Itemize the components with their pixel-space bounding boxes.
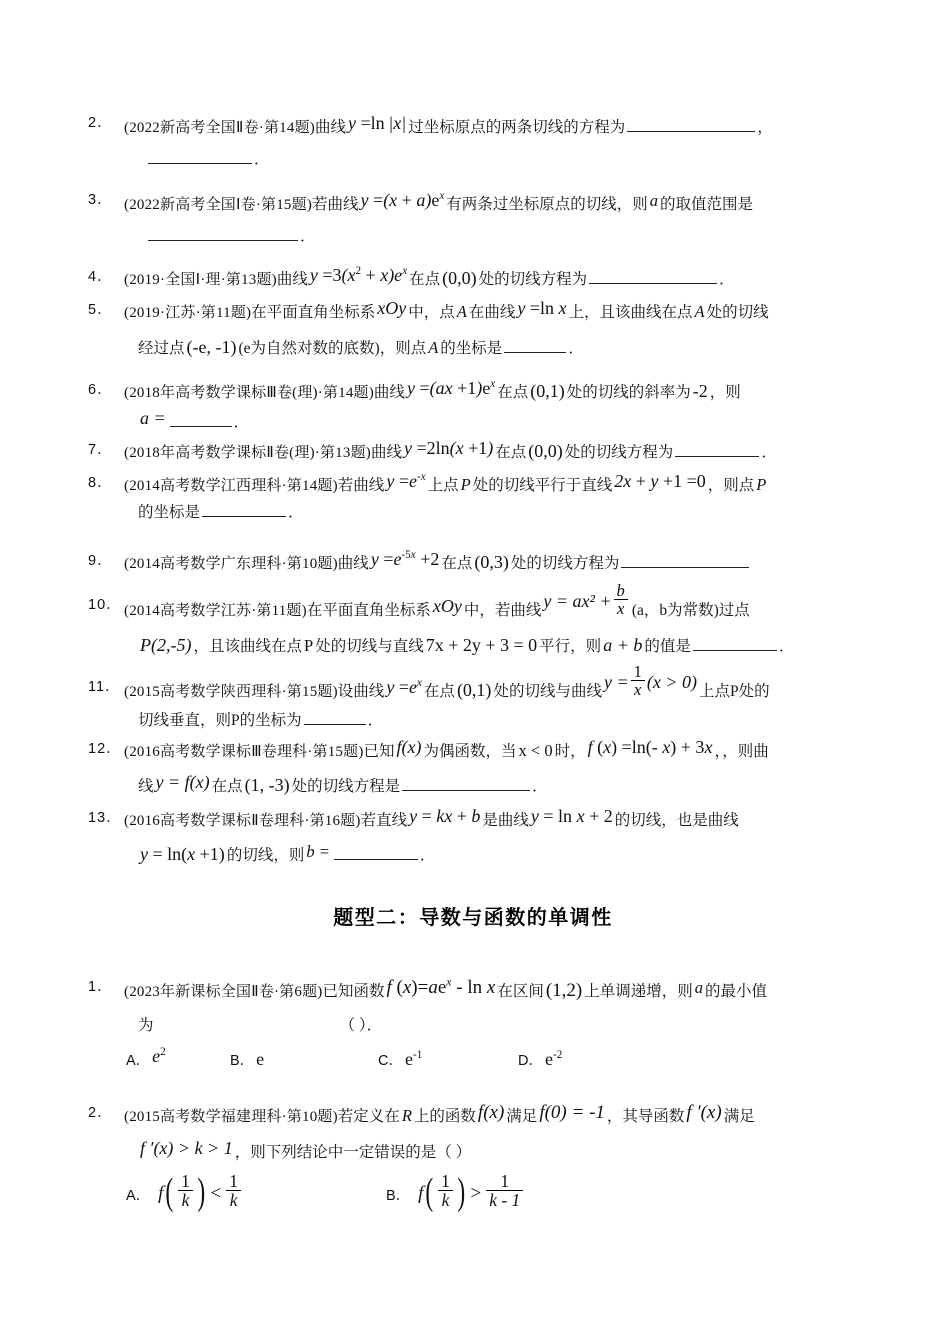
problem-text: 若直线 [360,812,408,830]
problem-text: 已知函数 [322,982,385,1000]
problem-text: ，则下列结论中一定错误的是 [234,1143,437,1161]
right-paren: ) [197,1171,206,1214]
problem-number: 10． [88,596,122,613]
math-variable: A [456,302,467,322]
spacer [88,662,858,672]
math-point: (0,3) [474,552,509,573]
problem-source: (2018年高考数学课标Ⅱ卷(理)·第13题) [124,444,371,461]
problem-text: 处的切线方程为 [510,555,620,573]
problem-line [124,734,858,767]
fraction-denominator: k [178,1190,193,1209]
math-expression: y =ln |x| [348,113,407,133]
problem-text: 处的切线方程是 [291,778,401,796]
math-expression: y = kx + b [409,806,481,827]
answer-blank[interactable] [334,844,418,860]
problem-item [88,108,858,175]
problem-line [124,1010,858,1043]
choice-b[interactable] [386,1171,527,1214]
problem-source: (2016高考数学课标Ⅱ卷理科·第16题) [124,813,361,830]
answer-blank[interactable] [693,635,777,651]
problem-text: 若曲线 [312,196,359,213]
math-value: -2 [692,380,708,401]
problem-line [124,546,858,579]
problem-line [124,972,858,1010]
problem-line [124,329,858,365]
problem-text: 处的切线的斜率为 [566,383,691,401]
problem-line [124,1098,858,1133]
problem-text: 在点 [211,778,243,796]
problem-text: 满足 [506,1107,538,1125]
choice-b[interactable] [230,1042,378,1077]
math-point: (0,1) [456,679,492,700]
fraction-denominator: k - 1 [486,1190,523,1209]
choice-value: $e^2$ [152,1046,166,1067]
math-point: (1, -3) [244,775,290,796]
fraction-numerator: 1 [500,1171,510,1192]
problem-text: 在点 [409,271,441,288]
problem-text: 的值是 [644,638,691,656]
problem-line [124,295,858,328]
spacer [88,1078,858,1098]
problem-line [124,185,858,221]
problem-number: 11． [88,678,121,695]
choice-label: D． [518,1053,543,1070]
math-expression: 7x + 2y + 3 = 0 [425,635,538,656]
problem-text: 曲线 [370,443,402,461]
right-paren: ) [457,1171,466,1214]
choice-d[interactable] [518,1042,564,1077]
problem-item [88,803,858,870]
answer-blank[interactable] [148,148,252,164]
problem-item [88,375,858,435]
problem-text: ． [288,504,304,522]
problem-text: 若定义在 [337,1107,400,1125]
problem-source: (2014高考数学江苏·第11题) [124,602,307,619]
problem-number: 1． [88,978,113,995]
problem-text: ． [532,778,548,796]
math-expression: a + b [603,635,643,656]
problem-text: 是曲线 [482,812,529,830]
problem-line [124,408,858,435]
problem-text: 处的切线方程为 [564,443,674,461]
math-expression: 2x + y +1 =0 [614,471,706,492]
problem-number: 4． [88,269,113,285]
problem-text: 若曲线 [337,477,385,495]
problem-line [124,501,858,526]
math-point: (0,0) [442,268,477,288]
spacer [88,365,858,375]
problem-text: 的取值范围是 [660,196,754,213]
problem-number: 8． [88,475,113,492]
math-expression: f (x) =ln(- x) + 3x [587,737,713,758]
problem-text: 在平面直角坐标系 [306,601,431,619]
answer-parens: （ ） [436,1143,472,1161]
math-set-symbol: R [401,1105,412,1125]
left-paren: ( [425,1171,434,1214]
math-lhs: y = [603,671,629,692]
math-expression [602,662,699,700]
problem-text: ． [761,443,777,461]
problem-text: 处的切线与直线 [315,638,424,656]
math-condition: x < 0 [518,741,553,761]
problem-line [124,581,858,630]
spacer [88,580,858,590]
problem-text: 上点 [427,477,459,495]
math-point: P(2,-5) [140,635,192,656]
choice-label: B． [386,1188,411,1205]
problem-text: ，且该曲线在点 [193,638,302,656]
problem-line [124,262,858,295]
problem-text: 的坐标是 [138,504,201,522]
problem-text: 设曲线 [337,682,385,700]
choice-value [156,1171,245,1214]
problem-line [124,468,858,501]
math-expression [541,581,631,619]
problem-text: 在曲线 [468,304,516,322]
problem-source: (2023年新课标全国Ⅱ卷·第6题) [124,983,323,1000]
problem-body [124,581,858,662]
fraction-denominator: x [614,599,628,617]
problem-text: 处的切线与曲线 [493,682,602,700]
problem-body [124,734,858,803]
choice-value [416,1171,527,1214]
problem-text: ． [233,413,250,431]
choice-value: e [256,1049,265,1070]
problem-source: (2019·江苏·第11题) [124,305,252,322]
problem-text: 处的切线 [706,304,769,322]
fraction [176,1172,195,1210]
math-expression: y = ln(x +1) [140,843,225,864]
answer-blank[interactable] [675,441,759,457]
fraction-numerator: 1 [441,1171,450,1192]
problem-text: 上点P处的 [699,682,770,700]
math-variable: P [304,636,314,656]
math-expression: y = ln x + 2 [530,806,613,827]
problem-line [124,767,858,803]
problem-body [124,375,858,435]
problem-item [88,295,858,364]
math-coordinate-system: xOy [432,595,462,616]
answer-blank[interactable] [148,225,298,241]
problem-text: 上，且该曲线在点 [568,304,693,322]
problem-text: 为 [138,1016,154,1034]
problem-text: ． [254,151,270,168]
problem-item [88,185,858,252]
problem-number: 9． [88,553,113,570]
fraction [436,1172,455,1210]
math-function: f(x) [396,737,422,758]
math-inequality: f ′(x) > k > 1 [140,1137,233,1158]
problem-text: ，其导函数 [606,1107,685,1125]
choice-c[interactable] [378,1042,518,1077]
problem-text: 曲线 [314,119,346,136]
math-lhs: y = ax² + [543,590,612,611]
problem-text: ． [367,712,384,730]
problem-line [124,221,858,252]
problem-text: 已知 [363,743,395,761]
problem-text: 过坐标原点的两条切线的方程为 [408,119,626,136]
problem-line [124,709,858,734]
math-point: (0,0) [528,440,563,461]
problem-text: 切线垂直，则P的坐标为 [138,712,302,730]
problem-source: (2019·全国Ⅰ·理·第13题) [124,272,277,288]
function-symbol: f [158,1183,164,1205]
relation-symbol: > [470,1183,482,1205]
problem-body [124,803,858,870]
problem-text: ． [778,638,795,656]
fraction [629,663,647,699]
problem-text: ，则点 [707,477,755,495]
problem-body [124,468,858,526]
problem-text: 曲线 [373,383,405,401]
math-variable: a [694,977,703,997]
math-condition: f(0) = -1 [539,1101,605,1123]
math-expression: $y =e^{-x}$ [386,471,426,492]
problem-text: 的坐标是 [440,339,503,357]
problem-line [124,144,858,175]
problem-text: 曲线 [337,555,369,573]
math-function: f(x) [477,1101,505,1123]
problem-line [124,108,858,144]
fraction-numerator: 1 [633,662,642,682]
answer-blank[interactable] [504,337,566,353]
problem-text: 有两条过坐标原点的切线，则 [446,196,648,213]
choice-label: C． [378,1053,403,1070]
fraction-denominator: x [631,680,645,698]
problem-number: 7． [88,441,113,458]
problem-text: ． [419,846,436,864]
problem-number: 12． [88,741,122,758]
problem-body [124,435,858,468]
problem-text: 在点 [441,555,473,573]
math-expression: $y =e^x$ [386,676,422,697]
problem-item [88,662,858,735]
problem-line [124,1133,858,1169]
problem-text: 平行，则 [539,638,602,656]
math-variable: b = [306,841,330,861]
problem-number: 2． [88,115,113,131]
problem-item [88,546,858,579]
math-interval: (1,2) [545,979,583,1001]
problem-text: ， [757,119,773,136]
problem-number: 5． [88,302,113,319]
problem-text: 的最小值 [705,982,768,1000]
problem-text: 线 [138,778,154,796]
choice-label: A． [126,1053,151,1070]
choice-label: A． [126,1188,151,1205]
problem-item [88,468,858,526]
problem-text: 满足 [723,1107,755,1125]
choice-value: $e^{-1}$ [404,1049,423,1070]
math-variable: P [756,475,767,495]
problem-text: 在点 [495,443,527,461]
problem-text: 的切线，也是曲线 [614,812,739,830]
problem-text: ，，则曲 [714,743,769,761]
math-function: y = f(x) [155,772,210,793]
problem-text: 时， [554,743,586,761]
math-expression: y =ln x [517,298,567,319]
problem-body [124,108,858,175]
problem-number: 6． [88,381,113,398]
problem-line [124,629,858,661]
problem-text: 经过点 [138,339,185,357]
answer-parens: （ ）． [339,1016,383,1034]
problem-source: (2022新高考全国Ⅰ卷·第15题) [124,197,313,213]
problem-text: (e为自然对数的底数)，则点 [238,339,427,357]
problem-text: ． [719,271,735,288]
math-variable: A [428,337,439,357]
choice-list [124,1042,858,1077]
problem-source: (2022新高考全国Ⅱ卷·第14题) [124,120,315,136]
problem-line [124,435,858,468]
problem-text: 上单调递增，则 [584,982,693,1000]
math-expression: $y =3(x^2 + x)e^x$ [309,265,408,285]
choice-value: $e^{-2}$ [544,1049,563,1070]
fraction [484,1172,525,1210]
math-expression: $y =(ax +1)e^x$ [406,377,496,398]
math-variable: A [694,302,705,322]
problem-body [124,262,858,295]
section-heading: 题型二：导数与函数的单调性 [333,906,613,929]
problem-text: 在点 [423,682,455,700]
problem-line [124,803,858,836]
answer-blank[interactable] [170,411,232,427]
left-paren: ( [165,1171,174,1214]
problem-item [88,734,858,803]
problem-source: (2015高考数学陕西理科·第15题) [124,683,338,700]
math-expression: $y =(x + a)e^x$ [360,190,445,210]
problem-text: 在区间 [497,982,544,1000]
problem-text: ． [300,228,316,245]
fraction-denominator: k [226,1190,241,1209]
problem-text: ． [568,339,584,357]
problem-text: 为偶函数，当 [423,743,517,761]
function-symbol: f [418,1183,424,1205]
spacer [88,938,858,972]
math-expression: f $(x)=ae^x - \ln x$ [386,975,496,998]
problem-body [124,295,858,364]
choice-label: B． [230,1053,255,1070]
answer-blank[interactable] [589,268,717,284]
problem-body [124,546,858,579]
answer-blank[interactable] [402,776,530,792]
math-variable: a = [140,407,166,428]
problem-text: 在平面直角坐标系 [251,304,376,322]
problem-text: 处的切线平行于直线 [472,477,613,495]
math-variable: P [460,475,471,495]
spacer [88,526,858,546]
math-derivative: f ′(x) [686,1101,722,1123]
problem-text: 处的切线方程为 [478,271,588,288]
problem-text: (a，b为常数)过点 [631,601,750,619]
answer-blank[interactable] [304,710,366,726]
problem-body [124,1098,858,1213]
fraction-numerator: 1 [229,1171,238,1192]
problem-line [124,662,858,710]
spacer [88,252,858,262]
fraction-denominator: k [438,1190,453,1209]
fraction [612,582,630,618]
problem-line [124,837,858,871]
problem-source: (2016高考数学课标Ⅲ卷理科·第15题) [124,744,364,761]
problem-text: 在点 [497,383,529,401]
problem-body [124,185,858,252]
math-expression: $y =e^{-5x} +2$ [370,549,440,570]
problem-number: 2． [88,1104,113,1121]
fraction-numerator: 1 [181,1171,190,1192]
problem-text: 的切线，则 [226,846,305,864]
problem-item [88,581,858,662]
problem-item [88,972,858,1078]
relation-symbol: < [210,1183,222,1205]
problem-source: (2018年高考数学课标Ⅲ卷(理)·第14题) [124,384,374,401]
problem-text: 上的函数 [413,1107,476,1125]
math-point: (0,1) [530,380,565,401]
problem-source: (2015高考数学福建理科·第10题) [124,1108,338,1125]
problem-item [88,1098,858,1213]
fraction [224,1172,243,1210]
problem-item [88,262,858,295]
math-variable: a [649,191,659,210]
problem-text: 中，点 [408,304,455,322]
problem-text: ，则 [709,383,741,401]
problem-text: 曲线 [276,271,308,288]
problem-number: 3． [88,192,113,208]
problem-source: (2014高考数学广东理科·第10题) [124,556,338,573]
problem-line [124,375,858,408]
problem-body [124,662,858,735]
problem-source: (2014高考数学江西理科·第14题) [124,478,338,495]
math-point: (-e, -1) [186,336,237,357]
problem-number: 13． [88,810,122,827]
answer-blank[interactable] [621,553,749,569]
choice-list [124,1171,858,1214]
problem-text: 中，若曲线 [463,601,542,619]
answer-blank[interactable] [627,116,755,132]
choice-a[interactable] [126,1171,386,1214]
problem-body [124,972,858,1078]
math-expression: y =2ln(x +1) [403,437,494,458]
fraction-numerator: b [616,581,625,601]
choice-a[interactable] [126,1042,230,1077]
math-coordinate-system: xOy [377,298,407,319]
math-domain: (x > 0) [646,671,697,692]
problem-item [88,435,858,468]
spacer [88,175,858,185]
answer-blank[interactable] [202,502,286,518]
